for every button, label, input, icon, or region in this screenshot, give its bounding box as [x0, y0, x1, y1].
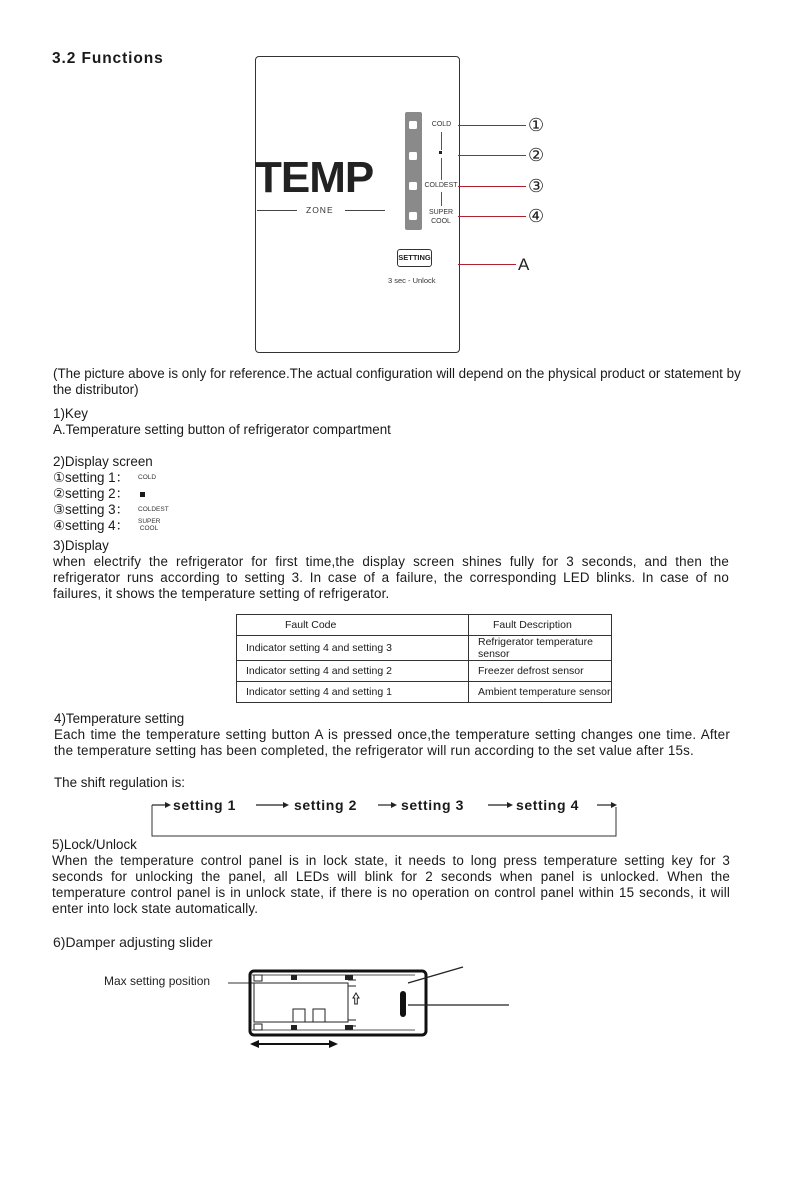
shift-step-2: setting 2 — [294, 797, 357, 813]
fault-code-cell: Indicator setting 4 and setting 2 — [237, 661, 469, 682]
shift-arrow-head — [391, 802, 397, 808]
shift-intro: The shift regulation is: — [54, 775, 185, 790]
table-row — [237, 661, 612, 682]
shift-arrow-head — [507, 802, 513, 808]
setting-icon-super-cool — [138, 518, 160, 532]
setting-item-1: ①setting 1： — [53, 470, 130, 485]
arrow-head-left-icon — [250, 1040, 259, 1048]
damper-slot — [400, 991, 406, 1017]
setting-icon-coldest: COLDEST — [138, 506, 169, 513]
level-dot-icon — [439, 151, 442, 154]
panel-brand-word: TEMP — [255, 153, 374, 202]
unlock-hint: 3 sec - Unlock — [388, 276, 436, 285]
callout-line-3 — [458, 186, 526, 187]
key-heading: 1)Key — [53, 406, 88, 421]
arrow-head-right-icon — [329, 1040, 338, 1048]
display-heading: 3)Display — [53, 538, 109, 553]
damper-slider-diagram — [225, 962, 525, 1054]
temperature-setting-heading: 4)Temperature setting — [54, 711, 185, 726]
led-2 — [409, 152, 417, 160]
callout-line-1 — [458, 125, 526, 126]
setting-icon-cold: COLD — [138, 474, 157, 481]
zone-divider-left — [257, 210, 297, 211]
level-label-line: SUPER — [428, 209, 454, 216]
max-setting-label: Max setting position — [104, 974, 211, 988]
shift-step-1: setting 1 — [173, 797, 236, 813]
icon-text-line: SUPER — [138, 518, 161, 525]
lock-unlock-heading: 5)Lock/Unlock — [52, 837, 137, 852]
zone-divider-right — [345, 210, 385, 211]
callout-a: A — [518, 255, 530, 274]
shift-arrow-head — [165, 802, 171, 808]
reference-note: (The picture above is only for reference.The actual configuration will depend on the physical product or statement by the distributor) — [53, 366, 741, 397]
callout-line-4 — [458, 216, 526, 217]
display-paragraph: when electrify the refrigerator for first time,the display screen shines fully for 3 seconds, and then the refrigerator runs according to setting 3. In case of a failure, the corresponding LED blinks. In case of no failures, it shows the temperature setting of refrigerator. — [53, 554, 729, 601]
shift-step-4: setting 4 — [516, 797, 579, 813]
damper-frame — [250, 971, 426, 1035]
setting-item-3: ③setting 3： — [53, 502, 130, 517]
pointer-line — [408, 967, 463, 983]
up-arrow-icon — [353, 993, 359, 1004]
callout-4: ④ — [528, 206, 545, 226]
level-label-super-cool — [427, 209, 455, 226]
fault-code-cell: Indicator setting 4 and setting 3 — [237, 636, 469, 661]
fault-code-cell: Indicator setting 4 and setting 1 — [237, 682, 469, 703]
panel-brand-sub: ZONE — [306, 205, 334, 215]
callout-1: ① — [528, 115, 545, 135]
shift-arrow-head — [283, 802, 289, 808]
setting-button[interactable]: SETTING — [397, 249, 432, 267]
table-row — [237, 636, 612, 661]
key-item: A.Temperature setting button of refrigerator compartment — [53, 422, 391, 437]
fault-description-cell: Ambient temperature sensor — [469, 682, 612, 703]
led-4 — [409, 212, 417, 220]
slider-body — [254, 983, 348, 1022]
table-row — [237, 682, 612, 703]
callout-2: ② — [528, 145, 545, 165]
header-fault-code: Fault Code — [237, 615, 469, 636]
damper-heading: 6)Damper adjusting slider — [53, 934, 213, 950]
callout-3: ③ — [528, 176, 545, 196]
fault-table — [236, 614, 612, 703]
led-1 — [409, 121, 417, 129]
level-label-coldest: COLDEST — [424, 182, 458, 189]
level-connector — [441, 132, 442, 150]
level-label-line: COOL — [431, 217, 451, 225]
control-panel-illustration — [255, 56, 460, 353]
setting-icon-dot — [140, 492, 145, 497]
led-3 — [409, 182, 417, 190]
setting-item-4: ④setting 4： — [53, 518, 130, 533]
level-label-cold: COLD — [431, 121, 452, 128]
fault-table-header — [237, 615, 612, 636]
level-connector — [441, 158, 442, 180]
callout-line-a — [458, 264, 516, 265]
shift-step-3: setting 3 — [401, 797, 464, 813]
fault-description-cell: Refrigerator temperature sensor — [469, 636, 612, 661]
level-connector — [441, 192, 442, 206]
callout-line-2 — [458, 155, 526, 156]
display-screen-heading: 2)Display screen — [53, 454, 153, 469]
header-fault-description: Fault Description — [469, 615, 612, 636]
icon-text-line: COOL — [139, 525, 159, 532]
setting-item-2: ②setting 2： — [53, 486, 130, 501]
temperature-setting-paragraph: Each time the temperature setting button A is pressed once,the temperature setting changes one time. After the temperature setting has been completed, the refrigerator will run according to the set value after 15s. — [54, 727, 730, 758]
section-title: 3.2 Functions — [52, 50, 164, 67]
fault-description-cell: Freezer defrost sensor — [469, 661, 612, 682]
lock-unlock-paragraph: When the temperature control panel is in lock state, it needs to long press temperature setting key for 3 seconds for unlocking the panel, all LEDs will blink for 2 seconds when panel is unlocked. When the temperature control panel is in unlock state, if there is no operation on control panel within 15 seconds, it will enter into lock state automatically. — [52, 853, 730, 916]
